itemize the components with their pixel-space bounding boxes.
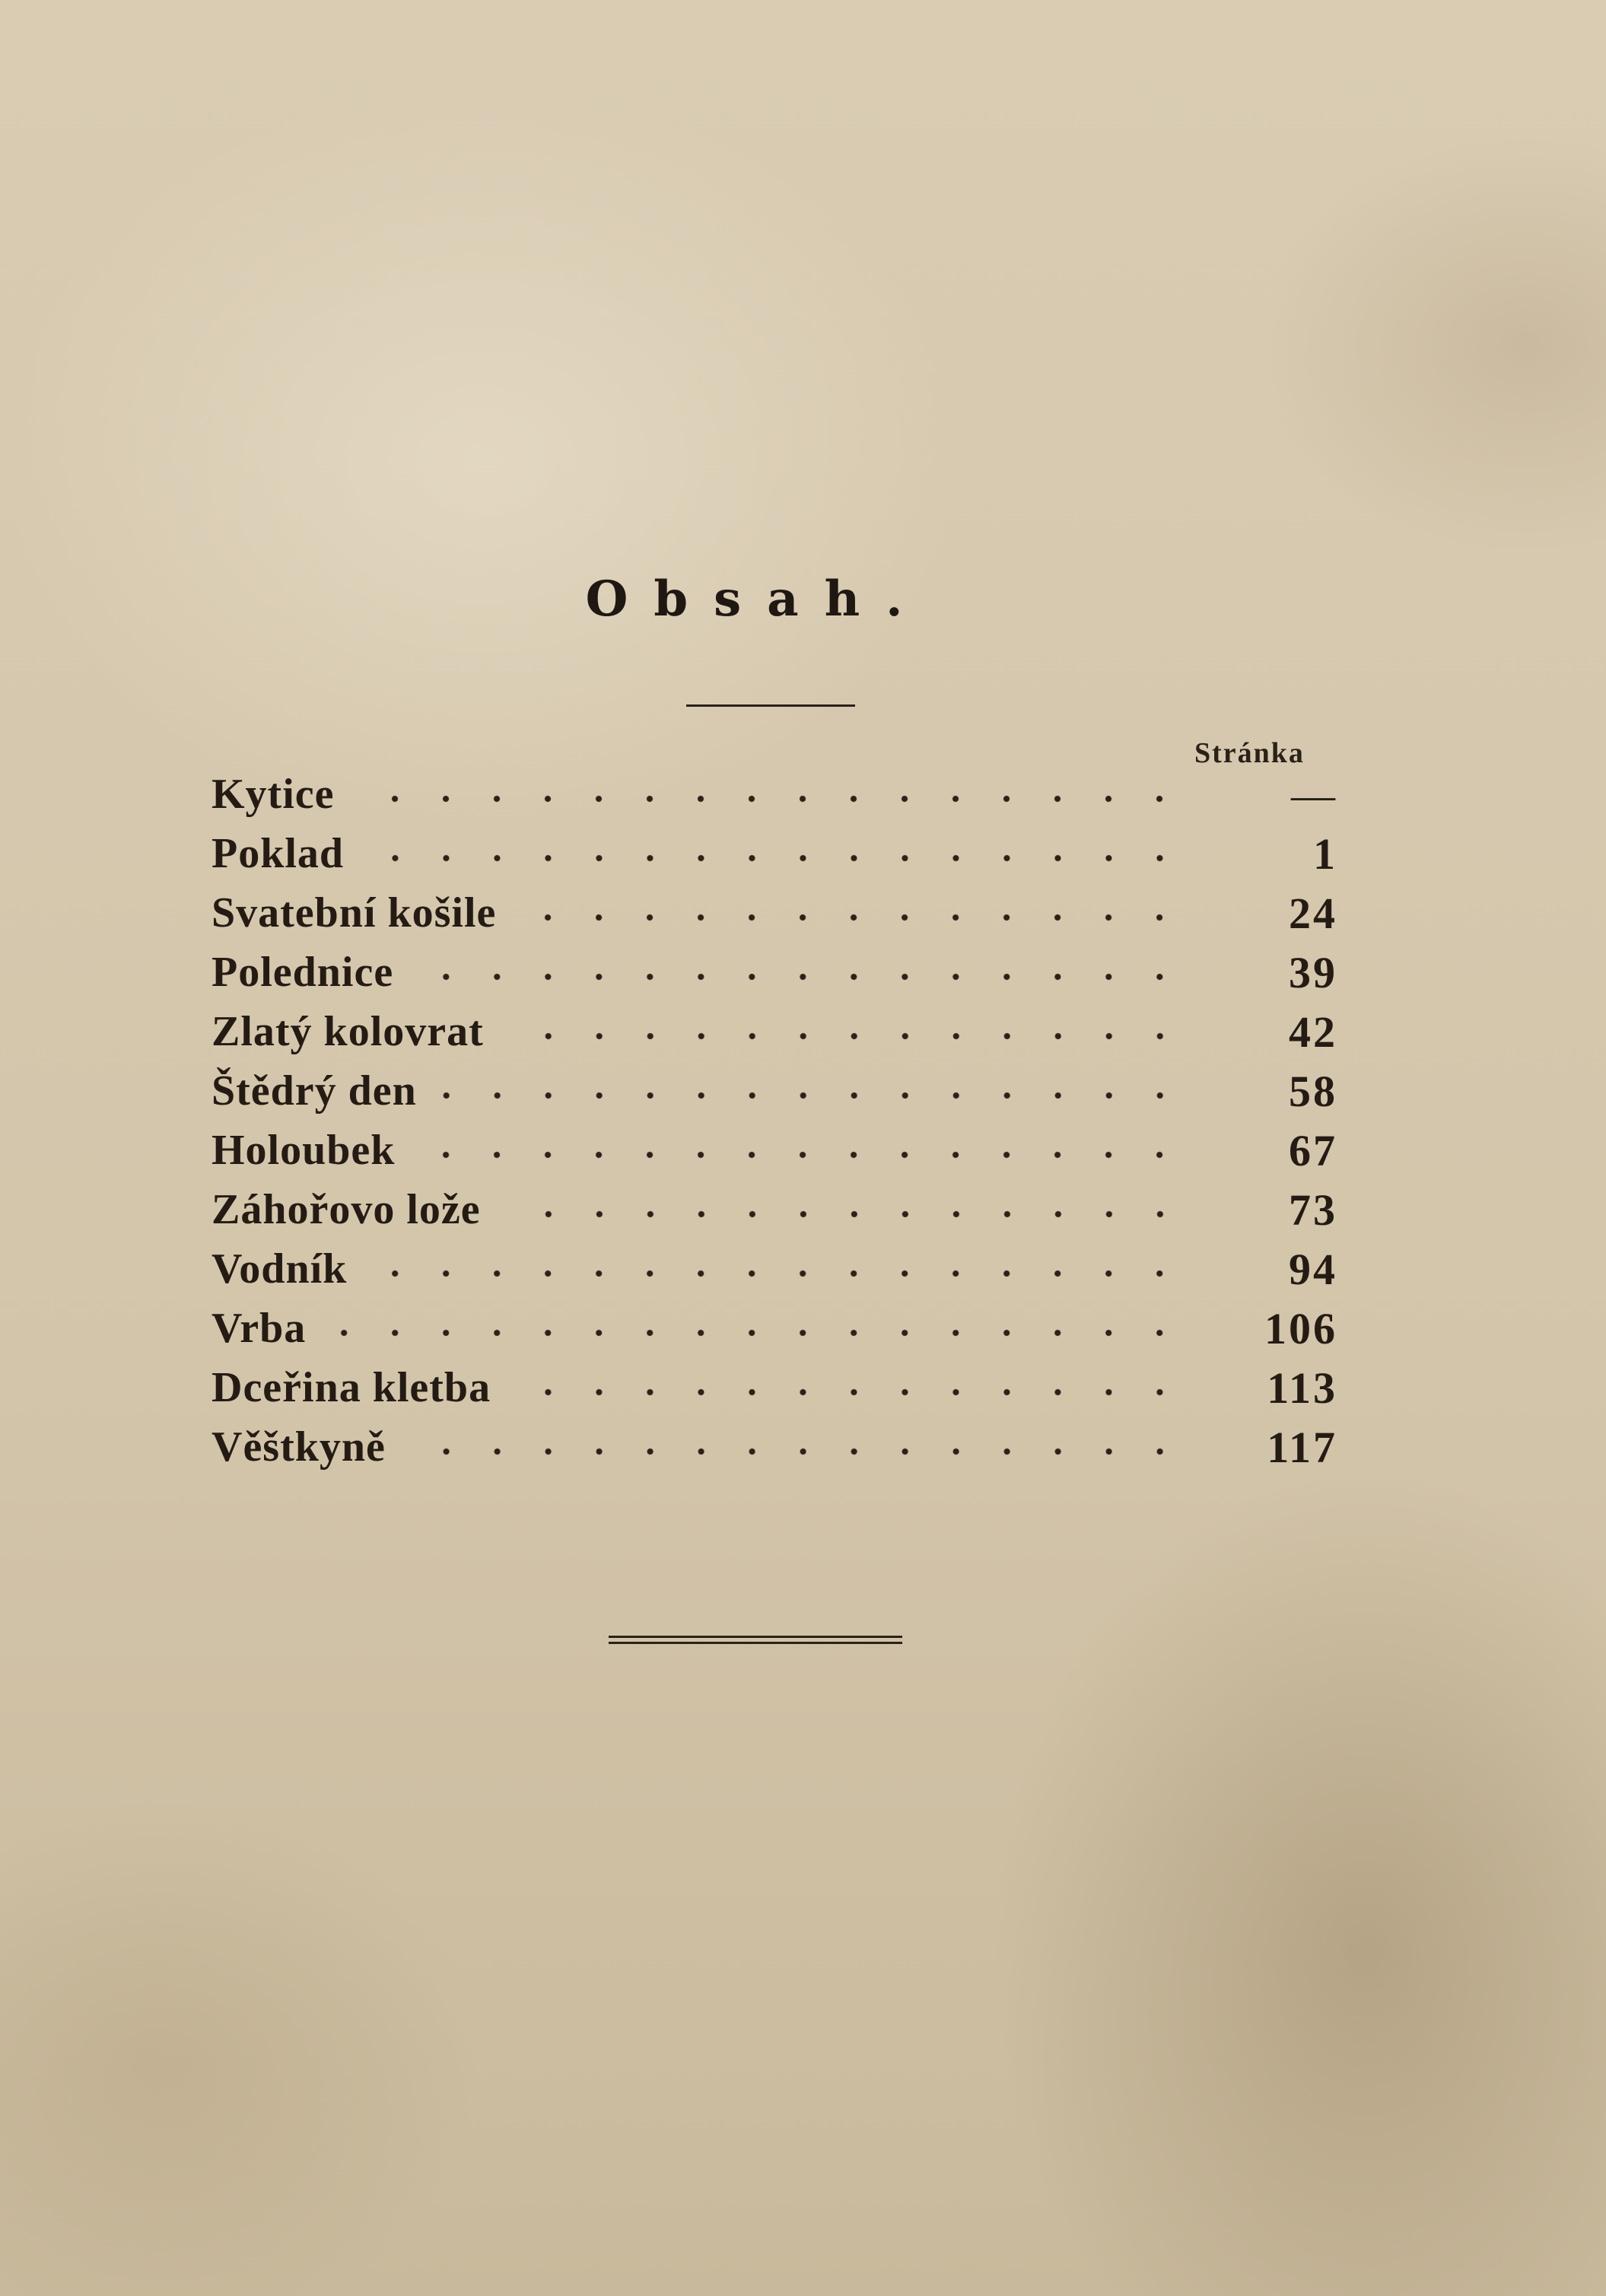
toc-entry-polednice [211,943,1337,1002]
toc-entry-page: 73 [1289,1185,1337,1235]
toc-entry-page: 58 [1289,1066,1337,1116]
toc-entry-title: Dceřina kletba [211,1364,491,1411]
dot-leader [519,914,1185,921]
toc-entry-page: 106 [1264,1303,1337,1353]
toc-entry-title: Poklad [211,830,345,877]
toc-entry-page: 42 [1289,1006,1337,1057]
toc-entry-zahorovo-loze [211,1180,1337,1239]
rule-line [609,1642,902,1644]
toc-entry-svatebni-kosile [211,883,1337,943]
toc-entry-page: 113 [1267,1363,1337,1413]
dot-leader [416,973,1185,981]
dot-leader [329,1329,1185,1337]
toc-entry-title: Polednice [211,949,394,996]
toc-entry-page: 94 [1289,1244,1337,1294]
dot-leader [357,795,1185,803]
toc-entry-title: Štědrý den [211,1067,417,1115]
toc-entry-dcerina-kletba [211,1358,1337,1417]
dot-leader [440,1092,1185,1099]
toc-entry-page: 1 [1313,828,1337,879]
toc-entry-zlaty-kolovrat [211,1002,1337,1061]
toc-entry-stedry-den [211,1061,1337,1121]
toc-entry-page: 67 [1289,1125,1337,1175]
dot-leader [504,1210,1185,1218]
page-column-header: Stránka [1194,737,1305,769]
dot-leader [514,1388,1185,1396]
dot-leader [367,854,1185,862]
toc-entry-vrba [211,1299,1337,1358]
table-of-contents [211,765,1337,1477]
toc-entry-kytice [211,765,1337,824]
page-title: Obsah. [585,571,929,628]
toc-entry-title: Kytice [211,771,335,818]
closing-double-rule [609,1636,902,1646]
dot-leader [370,1270,1185,1277]
dot-leader [409,1448,1185,1455]
toc-entry-title: Věštkyně [211,1423,386,1471]
toc-entry-title: Zlatý kolovrat [211,1008,484,1055]
dot-leader [418,1151,1185,1159]
toc-entry-page: 39 [1289,947,1337,997]
title-underline [686,704,855,707]
toc-entry-title: Záhořovo lože [211,1186,481,1233]
rule-line [609,1636,902,1638]
toc-entry-vodnik [211,1239,1337,1299]
toc-entry-title: Vodník [211,1245,348,1293]
toc-entry-page: 117 [1267,1422,1337,1472]
toc-entry-poklad [211,824,1337,883]
toc-entry-page: 24 [1289,888,1337,938]
toc-entry-vestkyne [211,1417,1337,1477]
toc-entry-holoubek [211,1121,1337,1180]
toc-entry-title: Svatební košile [211,889,497,937]
dot-leader [507,1032,1185,1040]
toc-entry-title: Holoubek [211,1127,396,1174]
toc-entry-page: — [1291,769,1337,819]
toc-entry-title: Vrba [211,1305,307,1352]
